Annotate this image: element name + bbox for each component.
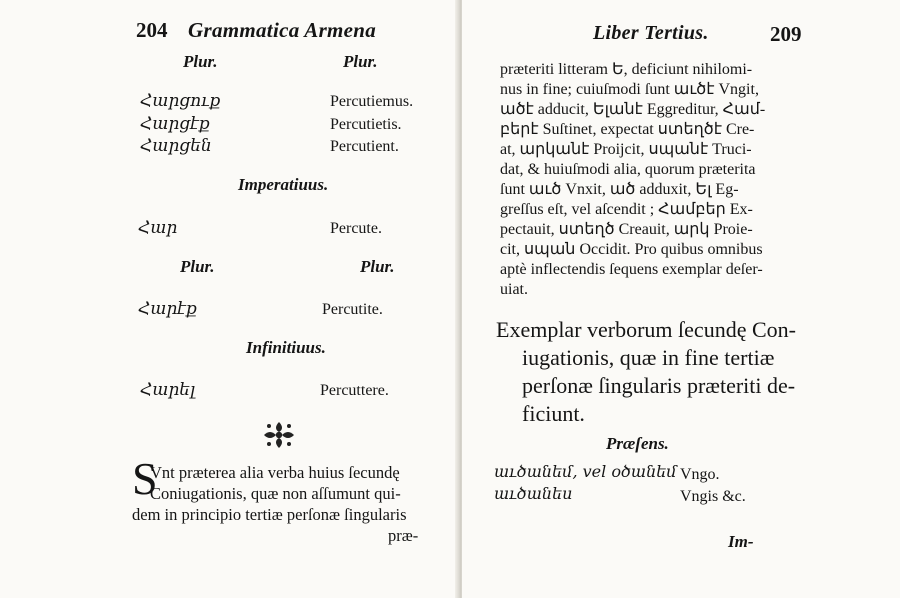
latin-form: Percuttere. bbox=[320, 382, 389, 399]
imperative-heading: Imperatiuus. bbox=[238, 175, 329, 194]
armenian-form: Հար bbox=[138, 218, 178, 238]
right-running-head: Liber Tertius. bbox=[593, 22, 709, 44]
latin-form: Percutite. bbox=[322, 301, 383, 318]
left-page-number: 204 bbox=[136, 18, 168, 42]
text-line: iugationis, quæ in fine tertiæ bbox=[522, 345, 775, 370]
text-line: uiat. bbox=[500, 281, 528, 298]
fleuron-ornament-icon bbox=[262, 420, 296, 450]
armenian-form: աւծանես bbox=[494, 484, 573, 503]
text-line: pectauit, ստեղծ Creauit, արկ Proie- bbox=[500, 221, 753, 238]
text-line: ficiunt. bbox=[522, 401, 585, 426]
present-heading: Præſens. bbox=[606, 434, 669, 453]
exemplar-heading bbox=[496, 316, 866, 428]
drop-cap: S bbox=[132, 453, 158, 504]
plur-header-left: Plur. bbox=[180, 257, 215, 276]
text-line: Vnt præterea alia verba huius ſecundę bbox=[150, 463, 400, 482]
latin-form: Vngis &c. bbox=[680, 488, 746, 505]
latin-form: Vngo. bbox=[680, 466, 720, 483]
plur-header-right: Plur. bbox=[343, 52, 378, 71]
text-line: dat, & huiuſmodi alia, quorum præterita bbox=[500, 161, 756, 178]
text-line: բերէ Suſtinet, expectat ստեղծէ Cre- bbox=[500, 121, 755, 138]
armenian-form: Հարէք bbox=[138, 299, 197, 319]
armenian-form: աւծանեմ, vel օծանեմ bbox=[494, 462, 677, 481]
latin-form: Percutiemus. bbox=[330, 93, 414, 110]
text-line: greſſus eſt, vel aſcendit ; Համբեր Ex- bbox=[500, 201, 753, 218]
text-line: Coniugationis, quæ non aſſumunt qui- bbox=[150, 484, 401, 503]
text-line: dem in principio tertiæ perſonæ ſingularis bbox=[132, 505, 407, 524]
text-line: cit, սպան Occidit. Pro quibus omnibus bbox=[500, 241, 763, 258]
text-line: præteriti litteram Ե, deficiunt nihilomi- bbox=[500, 61, 753, 78]
left-paragraph bbox=[132, 462, 442, 546]
armenian-form: Հարցէք bbox=[140, 114, 210, 134]
text-line: nus in fine; cuiuſmodi ſunt աւծէ Vngit, bbox=[500, 81, 759, 98]
infinitive-heading: Infinitiuus. bbox=[246, 338, 326, 357]
armenian-form: Հարցեն bbox=[140, 136, 212, 156]
text-line: Exemplar verborum ſecundę Con- bbox=[496, 317, 796, 342]
text-line: ſunt աւծ Vnxit, ած adduxit, Ել Eg- bbox=[500, 181, 739, 198]
right-page-number: 209 bbox=[770, 22, 802, 46]
text-line: aptè inflectendis ſequens exemplar deſer- bbox=[500, 261, 763, 278]
armenian-form: Հարցուք bbox=[140, 91, 221, 111]
plur-header-right: Plur. bbox=[360, 257, 395, 276]
text-line: at, արկանէ Proijcit, սպանէ Truci- bbox=[500, 141, 752, 158]
plur-header-left: Plur. bbox=[183, 52, 218, 71]
text-line: ածէ adducit, Ելանէ Eggreditur, Համ- bbox=[500, 101, 766, 118]
latin-form: Percutietis. bbox=[330, 116, 402, 133]
latin-form: Percutient. bbox=[330, 138, 399, 155]
latin-form: Percute. bbox=[330, 220, 382, 237]
armenian-form: Հարել bbox=[140, 380, 196, 400]
right-paragraph bbox=[500, 60, 860, 300]
catchword: præ- bbox=[388, 526, 419, 545]
left-running-head: Grammatica Armena bbox=[188, 18, 377, 42]
text-line: perſonæ ſingularis præteriti de- bbox=[522, 373, 796, 398]
catchword: Im- bbox=[728, 532, 754, 551]
